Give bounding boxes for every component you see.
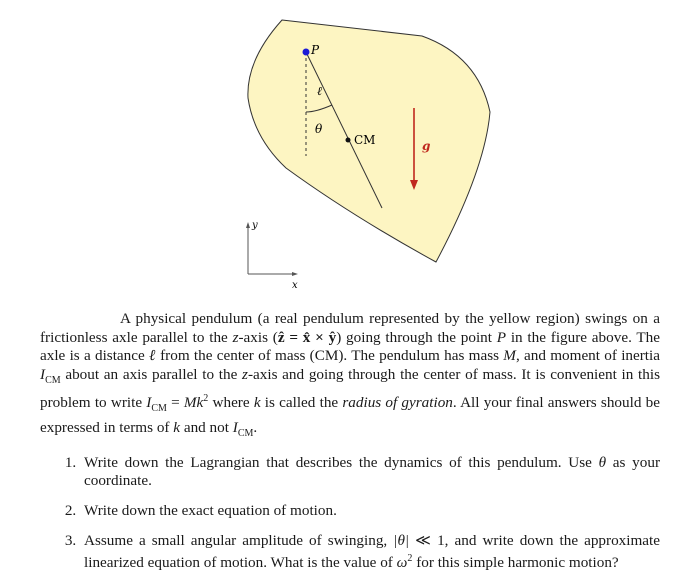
text-run: = (166, 394, 184, 412)
math-abs-theta: |θ| (393, 531, 410, 549)
math-I: I (146, 394, 152, 412)
math-k: k (173, 419, 181, 437)
pivot-point (303, 49, 310, 56)
theta-label: θ (315, 122, 323, 136)
y-axis-label: y (252, 220, 258, 231)
text-run: ≪ 1, and write down the approximate linearized equation of motion. What is the value of (84, 531, 661, 572)
math-z: z (232, 328, 239, 346)
math-Mk: Mk (183, 394, 204, 412)
text-run: Write down the exact equation of motion. (84, 501, 337, 519)
math-omega: ω (396, 554, 408, 572)
math-sup: 2 (203, 393, 209, 405)
math-theta: θ (598, 453, 607, 471)
text-run: A physical pendulum (a real pendulum represented by the yellow region) swings on a frictionless axle parallel to the (40, 310, 660, 346)
question-2 (80, 502, 660, 521)
pivot-label: P (311, 43, 320, 57)
question-list (40, 454, 660, 573)
x-axis-label: x (292, 280, 298, 291)
text-run: is called the (260, 394, 343, 412)
text-run: . All your final answers should be expressed in terms of (40, 394, 660, 437)
text-run: from the center of mass (CM). The pendulum has mass (155, 347, 504, 365)
x-axis-arrowhead (292, 272, 298, 276)
math-sub-cm: CM (237, 428, 254, 440)
math-P: P (496, 328, 507, 346)
problem-paragraph (40, 310, 660, 444)
y-axis-arrowhead (246, 222, 250, 228)
text-run: ) going through the point (336, 328, 497, 346)
text-run: -axis ( (238, 328, 278, 346)
cm-point (346, 138, 351, 143)
text-run: about an axis parallel to the (60, 365, 243, 383)
math-sub-cm: CM (45, 374, 61, 386)
math-I: I (40, 365, 46, 383)
text-run: and not (180, 419, 233, 437)
text-run: as your coordinate. (84, 453, 661, 490)
question-1 (80, 454, 660, 491)
math-k: k (253, 394, 261, 412)
text-run: -axis and going through the center of mass. It is convenient in this problem to write (40, 365, 660, 412)
cm-label: CM (354, 133, 376, 147)
ell-label: ℓ (317, 84, 322, 98)
math-z: z (242, 365, 248, 383)
problem-text (40, 310, 660, 584)
math-sub-cm: CM (151, 403, 167, 415)
text-run: for this simple harmonic motion? (412, 554, 619, 572)
text-run: , and moment of inertia (515, 347, 660, 365)
gravity-label: g (422, 139, 431, 153)
question-3 (80, 532, 660, 573)
text-run: Assume a small angular amplitude of swinging, (84, 531, 394, 549)
math-sup: 2 (407, 553, 413, 565)
math-M: M (503, 347, 516, 365)
text-run: in the figure above. The axle is a distance (40, 328, 660, 365)
math-unit-vectors: ẑ = x̂ × ŷ (277, 328, 337, 346)
math-I: I (232, 419, 238, 437)
term-radius-of-gyration: radius of gyration (342, 394, 453, 412)
text-run: where (208, 394, 254, 412)
math-ell: ℓ (149, 347, 156, 365)
text-run: Write down the Lagrangian that describes the dynamics of this pendulum. Use (84, 453, 599, 471)
text-run: . (253, 419, 258, 437)
